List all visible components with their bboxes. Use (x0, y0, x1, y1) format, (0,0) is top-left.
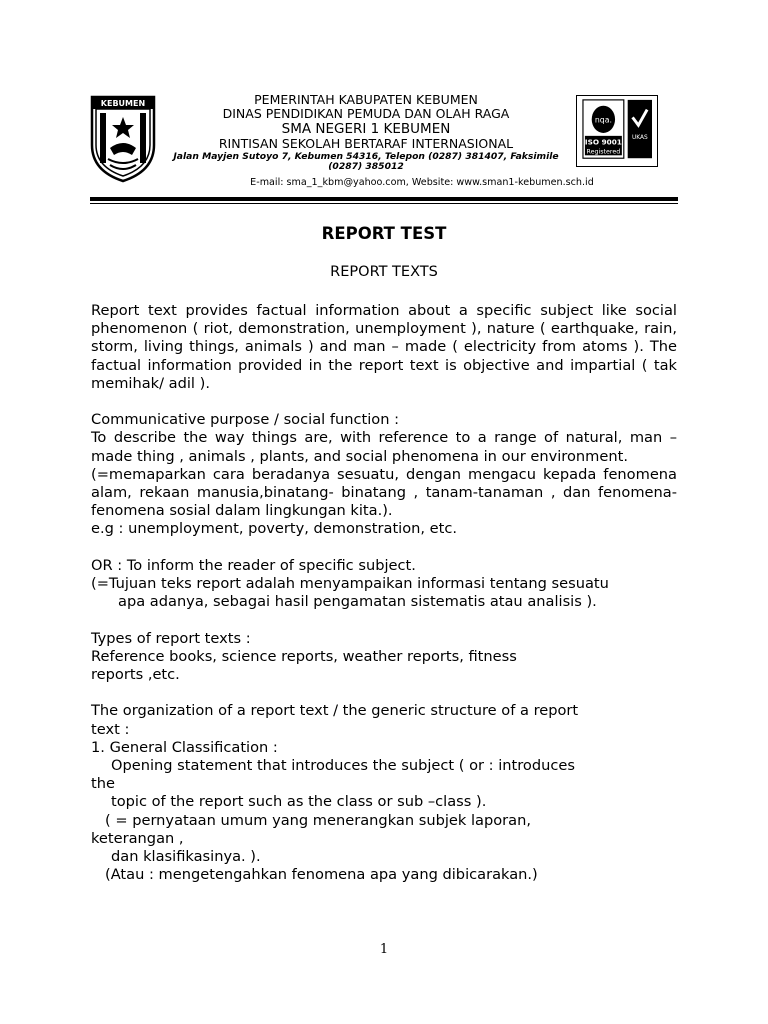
svg-text:UKAS: UKAS (632, 134, 648, 141)
svg-text:Registered: Registered (586, 148, 621, 156)
general-classification-text-1: Opening statement that introduces the subject ( or : introduces (111, 757, 575, 775)
general-classification-translation-3: dan klasifikasinya. ). (111, 848, 261, 866)
types-text-1: Reference books, science reports, weather reports, fitness (91, 647, 517, 665)
svg-text:KEBUMEN: KEBUMEN (100, 99, 146, 108)
svg-text:ISO 9001: ISO 9001 (584, 137, 622, 147)
school-name: SMA NEGERI 1 KEBUMEN (281, 120, 451, 137)
document-body (91, 302, 677, 884)
iso-certification-logo (576, 95, 658, 167)
purpose-example: e.g : unemployment, poverty, demonstration, etc. (91, 520, 458, 538)
organization-heading-2: text : (91, 720, 130, 738)
types-heading: Types of report texts : (91, 629, 251, 647)
intro-paragraph: Report text provides factual information about a specific subject like social phenomenon ( riot, demonstration, unemployment ), nature ( earthquake, rain, storm, living things, animals ) and man – made ( electricity from atoms ). The factual information provided in the report text is objective and impartial ( tak memihak/ adil ). (91, 302, 677, 392)
general-classification-text-3: topic of the report such as the class or sub –class ). (111, 793, 487, 811)
kebumen-crest-logo (88, 93, 158, 183)
school-address: Jalan Mayjen Sutoyo 7, Kebumen 54316, Telepon (0287) 381407, Faksimile (0287) 385012 (173, 150, 559, 173)
organization-heading-1: The organization of a report text / the generic structure of a report (91, 702, 579, 720)
purpose-heading: Communicative purpose / social function : (91, 411, 400, 429)
letterhead (88, 93, 678, 193)
page-number: 1 (379, 942, 389, 957)
or-translation-1: (=Tujuan teks report adalah menyampaikan informasi tentang sesuatu (91, 575, 609, 593)
purpose-text: To describe the way things are, with reference to a range of natural, man –made thing , animals , plants, and social phenomena in our environment. (91, 429, 677, 465)
types-text-2: reports ,etc. (91, 666, 180, 684)
or-translation-2: apa adanya, sebagai hasil pengamatan sistematis atau analisis ). (118, 593, 597, 611)
general-classification-text-2: the (91, 775, 115, 793)
document-subtitle: REPORT TEXTS (330, 264, 438, 280)
general-classification-alternative: (Atau : mengetengahkan fenomena apa yang dibicarakan.) (105, 866, 538, 884)
purpose-translation: (=memaparkan cara beradanya sesuatu, dengan mengacu kepada fenomena alam, rekaan manusia,binatang- binatang , tanam-tanaman , dan fenomena- fenomena sosial dalam lingkungan kita.). (91, 465, 677, 520)
letterhead-thick-rule (90, 197, 678, 201)
general-classification-translation-2: keterangan , (91, 829, 184, 847)
school-contact: E-mail: sma_1_kbm@yahoo.com, Website: www.sman1-kebumen.sch.id (250, 177, 594, 188)
general-classification-translation-1: ( = pernyataan umum yang menerangkan subjek laporan, (105, 811, 531, 829)
program-name: RINTISAN SEKOLAH BERTARAF INTERNASIONAL (218, 136, 514, 152)
letterhead-thin-rule (90, 203, 678, 204)
svg-text:nqa.: nqa. (594, 115, 612, 125)
government-name: PEMERINTAH KABUPATEN KEBUMEN (254, 92, 478, 107)
general-classification-heading: 1. General Classification : (91, 738, 278, 756)
department-name: DINAS PENDIDIKAN PEMUDA DAN OLAH RAGA (222, 106, 510, 122)
document-title: REPORT TEST (321, 224, 447, 243)
letterhead-text (162, 93, 570, 173)
or-line: OR : To inform the reader of specific subject. (91, 556, 416, 574)
